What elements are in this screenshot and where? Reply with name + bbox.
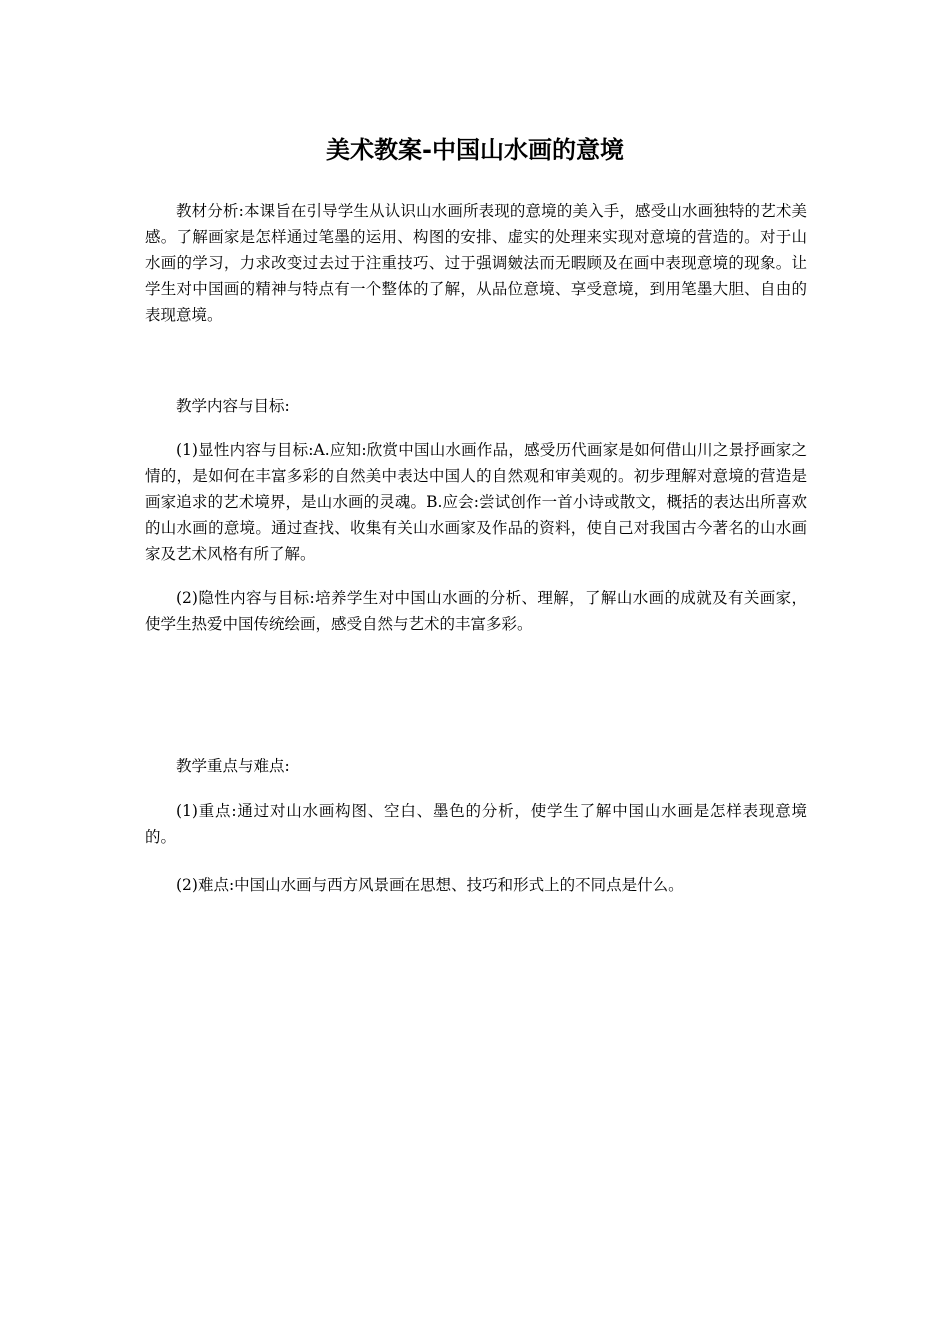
- document-title: 美术教案-中国山水画的意境: [326, 136, 624, 164]
- paragraph-difficult-point: (2)难点:中国山水画与西方风景画在思想、技巧和形式上的不同点是什么。: [176, 876, 684, 894]
- section-heading-content-goals: 教学内容与目标:: [176, 397, 290, 415]
- paragraph-implicit-goals: (2)隐性内容与目标:培养学生对中国山水画的分析、理解，了解山水画的成就及有关画家，使学生热爱中国传统绘画，感受自然与艺术的丰富多彩。: [145, 589, 807, 633]
- section-heading-key-difficult: 教学重点与难点:: [176, 757, 290, 775]
- paragraph-material-analysis: 教材分析:本课旨在引导学生从认识山水画所表现的意境的美入手，感受山水画独特的艺术美感。了解画家是怎样通过笔墨的运用、构图的安排、虚实的处理来实现对意境的营造的。对于山水画的学习，力求改变过去过于注重技巧、过于强调皴法而无暇顾及在画中表现意境的现象。让学生对中国画的精神与特点有一个整体的了解，从品位意境、享受意境，到用笔墨大胆、自由的表现意境。: [145, 202, 807, 324]
- paragraph-key-point: (1)重点:通过对山水画构图、空白、墨色的分析，使学生了解中国山水画是怎样表现意境的。: [145, 802, 807, 846]
- paragraph-explicit-goals: (1)显性内容与目标:A.应知:欣赏中国山水画作品，感受历代画家是如何借山川之景抒画家之情的，是如何在丰富多彩的自然美中表达中国人的自然观和审美观的。初步理解对意境的营造是画家追求的艺术境界，是山水画的灵魂。B.应会:尝试创作一首小诗或散文，概括的表达出所喜欢的山水画的意境。通过查找、收集有关山水画家及作品的资料，使自己对我国古今著名的山水画家及艺术风格有所了解。: [145, 441, 807, 563]
